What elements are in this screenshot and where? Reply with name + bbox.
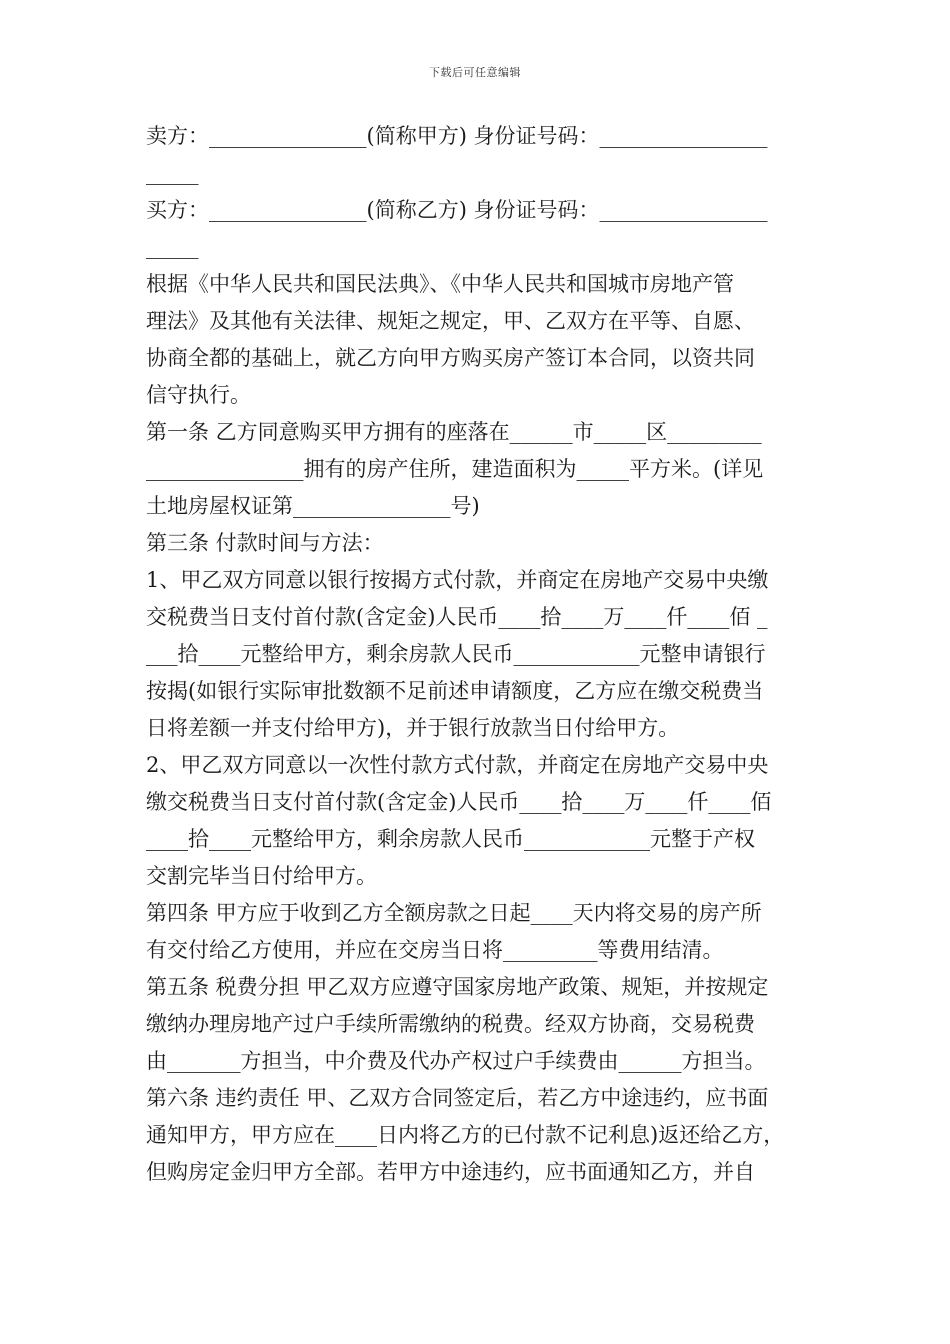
text-line: _____ [146, 161, 199, 185]
text-line: 卖方：_______________(简称甲方) 身份证号码：________________ [146, 124, 768, 148]
text-line: 根据《中华人民共和国民法典》、《中华人民共和国城市房地产管 [146, 272, 734, 296]
text-line: 第四条 甲方应于收到乙方全额房款之日起____天内将交易的房产所 [146, 901, 762, 925]
text-line: 通知甲方，甲方应在____日内将乙方的已付款不记利息)返还给乙方， [146, 1123, 785, 1147]
text-line: 2、甲乙双方同意以一次性付款方式付款，并商定在房地产交易中央 [146, 753, 769, 777]
text-line: 由_______方担当，中介费及代办产权过户手续费由______方担当。 [146, 1049, 766, 1073]
text-line: 协商全都的基础上，就乙方向甲方购买房产签订本合同，以资共同 [146, 346, 755, 370]
page-header: 下载后可任意编辑 [429, 66, 521, 79]
text-line: 日将差额一并支付给甲方)，并于银行放款当日付给甲方。 [146, 716, 680, 740]
text-line: 理法》及其他有关法律、规矩之规定，甲、乙双方在平等、自愿、 [146, 309, 755, 333]
text-line: 第一条 乙方同意购买甲方拥有的座落在______市_____区_________ [146, 420, 762, 444]
text-line: 交割完毕当日付给甲方。 [146, 864, 377, 888]
text-line: 1、甲乙双方同意以银行按揭方式付款，并商定在房地产交易中央缴 [146, 568, 769, 592]
text-line: _____ [146, 235, 199, 259]
text-line: 按揭(如银行实际审批数额不足前述申请额度，乙方应在缴交税费当 [146, 679, 764, 703]
contract-body [146, 118, 810, 1191]
text-line: 第六条 违约责任 甲、乙双方合同签定后，若乙方中途违约，应书面 [146, 1086, 769, 1110]
text-line: ____拾____元整给甲方，剩余房款人民币____________元整于产权 [146, 827, 755, 851]
text-line: 有交付给乙方使用，并应在交房当日将_________等费用结清。 [146, 938, 724, 962]
text-line: ___拾____元整给甲方，剩余房款人民币____________元整申请银行 [146, 642, 766, 666]
text-line: 土地房屋权证第_______________号) [146, 494, 480, 518]
text-line: 第五条 税费分担 甲乙双方应遵守国家房地产政策、规矩，并按规定 [146, 975, 769, 999]
text-line: 但购房定金归甲方全部。若甲方中途违约，应书面通知乙方，并自 [146, 1160, 755, 1184]
text-line: 买方：_______________(简称乙方) 身份证号码：________________ [146, 198, 768, 222]
text-line: _______________拥有的房产住所，建造面积为_____平方米。(详见 [146, 457, 764, 481]
text-line: 交税费当日支付首付款(含定金)人民币____拾____万____仟____佰 _ [146, 605, 768, 629]
text-line: 第三条 付款时间与方法： [146, 531, 384, 555]
text-line: 缴纳办理房地产过户手续所需缴纳的税费。经双方协商，交易税费 [146, 1012, 755, 1036]
text-line: 缴交税费当日支付首付款(含定金)人民币____拾____万____仟____佰 [146, 790, 772, 814]
text-line: 信守执行。 [146, 383, 251, 407]
